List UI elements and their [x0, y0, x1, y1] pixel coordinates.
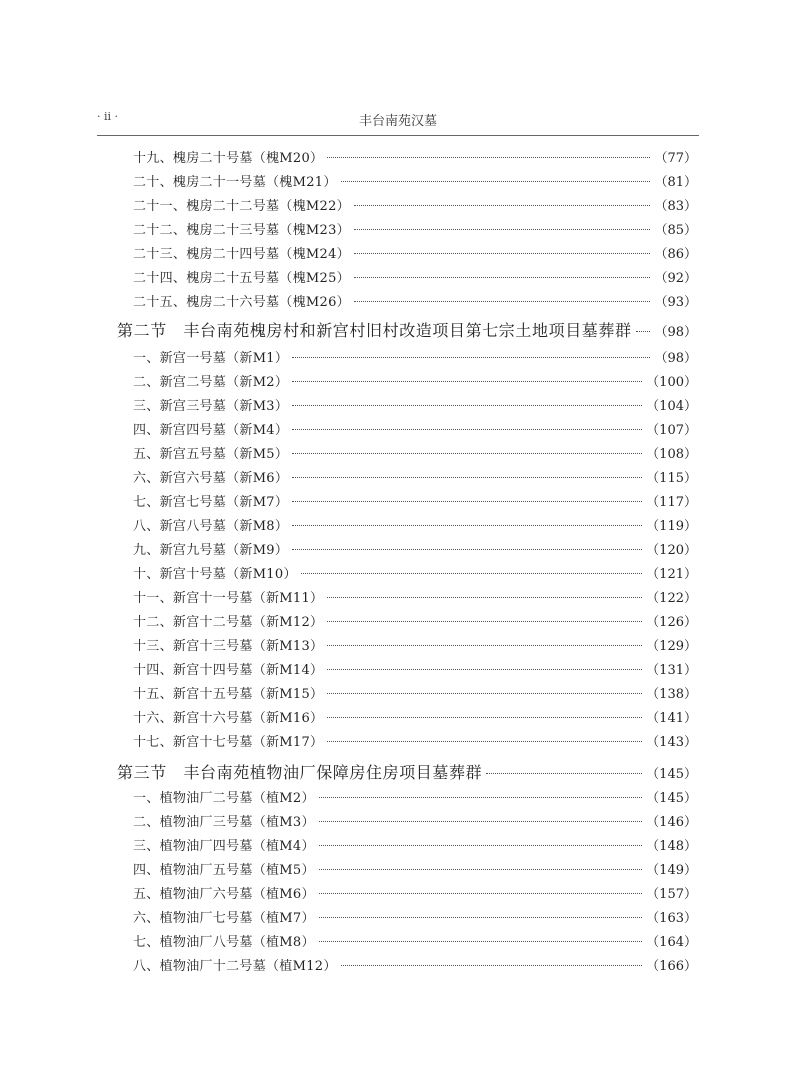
dot-leader	[354, 205, 651, 206]
toc-entry-page: （98）	[654, 351, 697, 366]
toc-entry-page: （163）	[646, 911, 697, 926]
toc-entry-title: 十三、新宫十三号墓（新M13）	[133, 639, 324, 654]
dot-leader	[327, 717, 642, 718]
dot-leader	[486, 773, 642, 774]
toc-entry-title: 第三节 丰台南苑植物油厂保障房住房项目墓葬群	[117, 763, 483, 782]
toc-section-heading[interactable]	[117, 320, 697, 344]
toc-entry-page: （121）	[646, 567, 697, 582]
dot-leader	[327, 669, 642, 670]
toc-entry-page: （143）	[646, 735, 697, 750]
toc-entry[interactable]	[133, 710, 697, 728]
toc-entry-title: 三、新宫三号墓（新M3）	[133, 399, 289, 414]
dot-leader	[354, 253, 651, 254]
toc-entry[interactable]	[133, 686, 697, 704]
dot-leader	[319, 869, 642, 870]
toc-entry-title: 五、植物油厂六号墓（植M6）	[133, 887, 315, 902]
dot-leader	[327, 621, 642, 622]
dot-leader	[292, 429, 642, 430]
toc-entry[interactable]	[133, 638, 697, 656]
toc-entry-title: 三、植物油厂四号墓（植M4）	[133, 839, 315, 854]
toc-entry[interactable]	[133, 470, 697, 488]
dot-leader	[354, 229, 651, 230]
toc-entry-page: （164）	[646, 935, 697, 950]
toc-entry-page: （93）	[654, 295, 697, 310]
toc-entry-page: （157）	[646, 887, 697, 902]
toc-entry-page: （100）	[646, 375, 697, 390]
toc-entry-title: 九、新宫九号墓（新M9）	[133, 543, 289, 558]
toc-entry[interactable]	[133, 934, 697, 952]
toc-entry-title: 十五、新宫十五号墓（新M15）	[133, 687, 324, 702]
toc-entry-title: 十一、新宫十一号墓（新M11）	[133, 591, 324, 606]
toc-entry-title: 六、新宫六号墓（新M6）	[133, 471, 289, 486]
toc-entry-page: （148）	[646, 839, 697, 854]
toc-entry[interactable]	[133, 814, 697, 832]
dot-leader	[292, 525, 642, 526]
toc-entry-page: （138）	[646, 687, 697, 702]
toc-entry-page: （92）	[654, 271, 697, 286]
toc-entry[interactable]	[133, 958, 697, 976]
toc-entry[interactable]	[133, 350, 697, 368]
toc-entry[interactable]	[133, 566, 697, 584]
toc-entry-title: 五、新宫五号墓（新M5）	[133, 447, 289, 462]
dot-leader	[319, 917, 642, 918]
toc-entry-page: （86）	[654, 247, 697, 262]
toc-entry-title: 二、植物油厂三号墓（植M3）	[133, 815, 315, 830]
toc-entry-title: 十九、槐房二十号墓（槐M20）	[133, 151, 324, 166]
dot-leader	[319, 821, 642, 822]
toc-entry-title: 十二、新宫十二号墓（新M12）	[133, 615, 324, 630]
toc-entry-title: 一、植物油厂二号墓（植M2）	[133, 791, 315, 806]
dot-leader	[327, 741, 642, 742]
dot-leader	[292, 405, 642, 406]
toc-entry-title: 二十三、槐房二十四号墓（槐M24）	[133, 247, 350, 262]
toc-entry[interactable]	[133, 150, 697, 168]
toc-entry-title: 八、新宫八号墓（新M8）	[133, 519, 289, 534]
toc-entry-page: （108）	[646, 447, 697, 462]
dot-leader	[319, 893, 642, 894]
toc-entry[interactable]	[133, 270, 697, 288]
toc-entry-title: 四、新宫四号墓（新M4）	[133, 423, 289, 438]
dot-leader	[636, 331, 651, 332]
dot-leader	[341, 181, 651, 182]
toc-entry[interactable]	[133, 614, 697, 632]
page-number: · ii ·	[97, 110, 119, 123]
toc-entry-title: 十六、新宫十六号墓（新M16）	[133, 711, 324, 726]
dot-leader	[327, 693, 642, 694]
toc-entry-title: 第二节 丰台南苑槐房村和新宫村旧村改造项目第七宗土地项目墓葬群	[117, 321, 632, 340]
toc-entry[interactable]	[133, 398, 697, 416]
dot-leader	[354, 301, 651, 302]
dot-leader	[341, 965, 643, 966]
dot-leader	[327, 157, 650, 158]
dot-leader	[301, 573, 642, 574]
toc-section-heading[interactable]	[117, 762, 697, 786]
dot-leader	[292, 549, 642, 550]
dot-leader	[292, 501, 642, 502]
toc-entry[interactable]	[133, 734, 697, 752]
toc-entry-page: （83）	[654, 199, 697, 214]
toc-entry-page: （107）	[646, 423, 697, 438]
toc-entry-page: （81）	[654, 175, 697, 190]
toc-entry[interactable]	[133, 374, 697, 392]
toc-entry-page: （98）	[654, 325, 697, 340]
dot-leader	[292, 357, 650, 358]
toc-entry-page: （119）	[646, 519, 697, 534]
toc-entry-title: 二十四、槐房二十五号墓（槐M25）	[133, 271, 350, 286]
toc-entry[interactable]	[133, 790, 697, 808]
toc-entry-title: 七、新宫七号墓（新M7）	[133, 495, 289, 510]
toc-entry[interactable]	[133, 886, 697, 904]
header-rule	[97, 135, 699, 136]
toc-entry-page: （77）	[654, 151, 697, 166]
toc-entry[interactable]	[133, 662, 697, 680]
toc-entry-page: （129）	[646, 639, 697, 654]
toc-entry-page: （141）	[646, 711, 697, 726]
toc-entry-title: 七、植物油厂八号墓（植M8）	[133, 935, 315, 950]
toc-entry-page: （117）	[646, 495, 697, 510]
dot-leader	[319, 845, 642, 846]
dot-leader	[319, 941, 642, 942]
toc-entry[interactable]	[133, 862, 697, 880]
toc-entry[interactable]	[133, 222, 697, 240]
book-title: 丰台南苑汉墓	[358, 114, 437, 129]
toc-entry-page: （131）	[646, 663, 697, 678]
toc-entry-page: （166）	[646, 959, 697, 974]
toc-entry-title: 一、新宫一号墓（新M1）	[133, 351, 289, 366]
toc-entry-page: （126）	[646, 615, 697, 630]
dot-leader	[319, 797, 642, 798]
toc-entry-title: 二十五、槐房二十六号墓（槐M26）	[133, 295, 350, 310]
toc-entry-title: 十七、新宫十七号墓（新M17）	[133, 735, 324, 750]
toc-entry-page: （145）	[646, 767, 697, 782]
toc-entry-page: （145）	[646, 791, 697, 806]
dot-leader	[354, 277, 651, 278]
toc-entry-page: （115）	[646, 471, 697, 486]
dot-leader	[327, 597, 642, 598]
toc-entry-page: （122）	[646, 591, 697, 606]
dot-leader	[292, 477, 642, 478]
toc-entry[interactable]	[133, 446, 697, 464]
toc-entry[interactable]	[133, 590, 697, 608]
toc-entry[interactable]	[133, 518, 697, 536]
toc-entry-title: 二十二、槐房二十三号墓（槐M23）	[133, 223, 350, 238]
toc-entry[interactable]	[133, 494, 697, 512]
toc-entry[interactable]	[133, 422, 697, 440]
toc-entry[interactable]	[133, 838, 697, 856]
toc-entry[interactable]	[133, 294, 697, 312]
toc-entry-title: 十四、新宫十四号墓（新M14）	[133, 663, 324, 678]
toc-entry[interactable]	[133, 542, 697, 560]
toc-entry-title: 二十一、槐房二十二号墓（槐M22）	[133, 199, 350, 214]
running-header	[97, 110, 699, 136]
toc-entry-page: （149）	[646, 863, 697, 878]
dot-leader	[327, 645, 642, 646]
dot-leader	[292, 453, 642, 454]
toc-entry-title: 二、新宫二号墓（新M2）	[133, 375, 289, 390]
toc-entry[interactable]	[133, 198, 697, 216]
toc-entry-page: （120）	[646, 543, 697, 558]
toc-entry-page: （104）	[646, 399, 697, 414]
toc-entry-title: 十、新宫十号墓（新M10）	[133, 567, 297, 582]
toc-entry-title: 八、植物油厂十二号墓（植M12）	[133, 959, 337, 974]
toc-entry-title: 二十、槐房二十一号墓（槐M21）	[133, 175, 337, 190]
toc-entry-page: （85）	[654, 223, 697, 238]
toc-entry[interactable]	[133, 174, 697, 192]
toc-entry-title: 六、植物油厂七号墓（植M7）	[133, 911, 315, 926]
dot-leader	[292, 381, 642, 382]
toc-entry[interactable]	[133, 910, 697, 928]
toc-entry-title: 四、植物油厂五号墓（植M5）	[133, 863, 315, 878]
toc-entry-page: （146）	[646, 815, 697, 830]
toc-entry[interactable]	[133, 246, 697, 264]
